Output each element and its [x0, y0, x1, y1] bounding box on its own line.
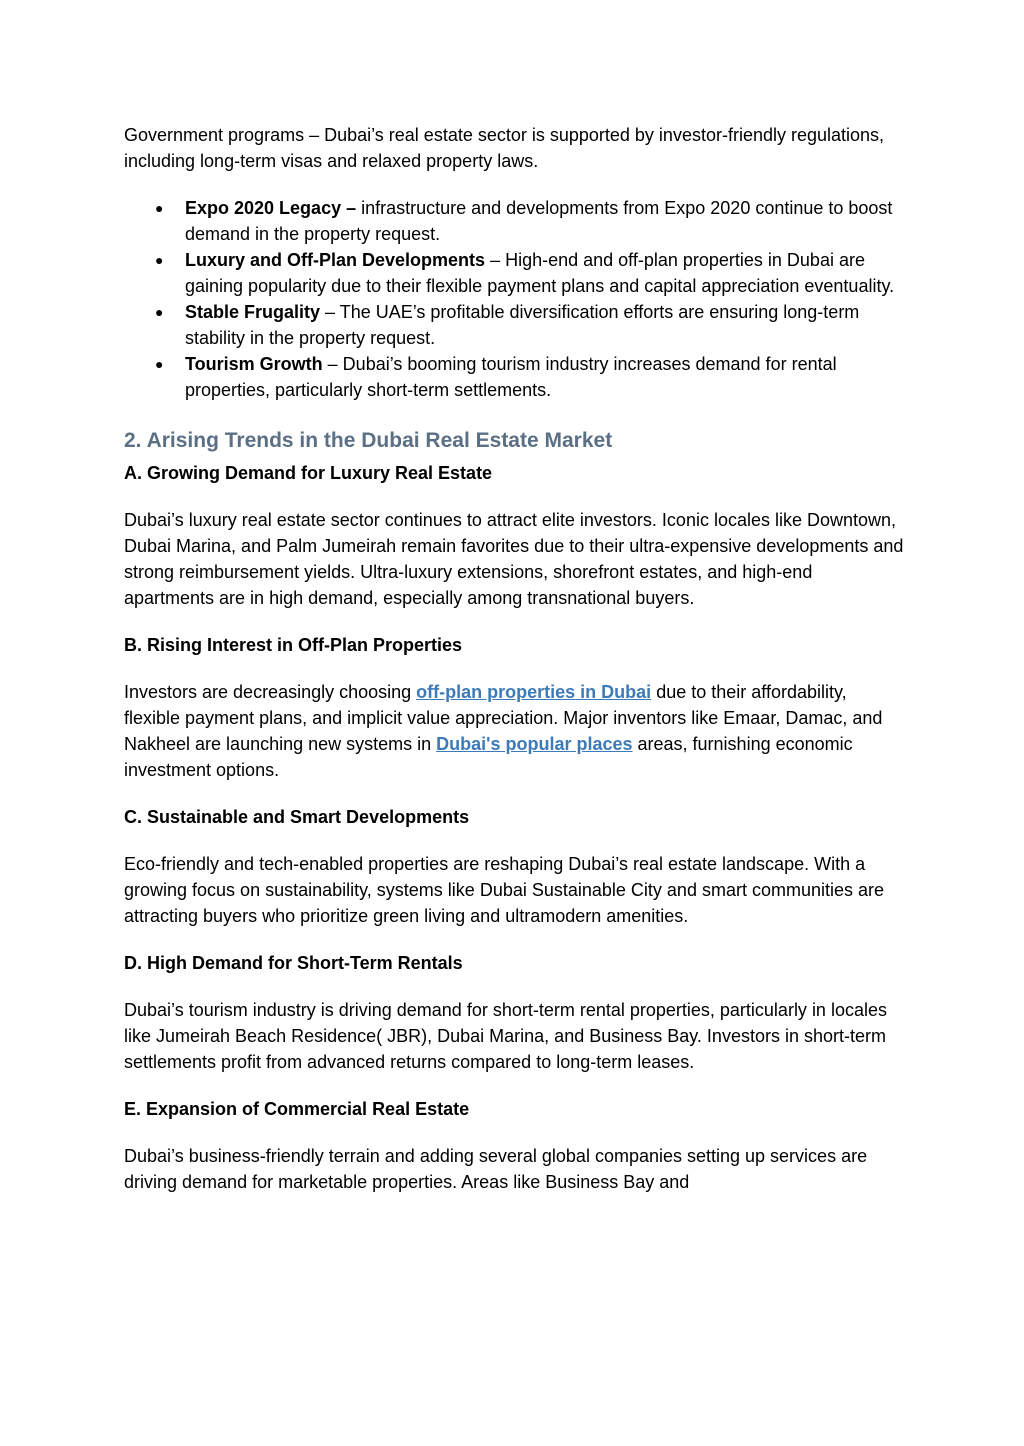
list-item-text: – Dubai’s booming tourism industry increases demand for rental properties, particularly short-term settlements.: [185, 354, 837, 400]
subheading-luxury: A. Growing Demand for Luxury Real Estate: [124, 463, 493, 483]
subheading-sustainable: C. Sustainable and Smart Developments: [124, 807, 470, 827]
paragraph-text: due to their affordability, flexible payment plans, and implicit value appreciation. Major inventors like Emaar, Damac, and Nakheel are launching new systems in: [124, 682, 883, 754]
paragraph-off-plan: [124, 679, 904, 783]
paragraph-text: areas, furnishing economic investment options.: [124, 734, 853, 780]
document-page: [124, 122, 904, 1216]
subheading-off-plan: B. Rising Interest in Off-Plan Properties: [124, 635, 463, 655]
list-item-text: infrastructure and developments from Expo 2020 continue to boost demand in the property request.: [185, 198, 893, 244]
off-plan-properties-link[interactable]: off-plan properties in Dubai: [416, 682, 652, 702]
list-item-text: – The UAE’s profitable diversification efforts are ensuring long-term stability in the property request.: [185, 302, 860, 348]
subheading-commercial: E. Expansion of Commercial Real Estate: [124, 1099, 470, 1119]
paragraph-short-term-rentals: Dubai’s tourism industry is driving demand for short-term rental properties, particularly in locales like Jumeirah Beach Residence( JBR), Dubai Marina, and Business Bay. Investors in short-term settlements profit from advanced returns compared to long-term leases.: [124, 1000, 887, 1072]
bullet-icon: ●: [155, 304, 164, 320]
list-item-title: Tourism Growth: [185, 354, 323, 374]
list-item: [124, 195, 904, 247]
section-heading: 2. Arising Trends in the Dubai Real Estate Market: [124, 429, 613, 452]
list-item: [124, 299, 904, 351]
intro-paragraph: Government programs – Dubai’s real estate sector is supported by investor-friendly regulations, including long-term visas and relaxed property laws.: [124, 125, 885, 171]
bullet-icon: ●: [155, 200, 164, 216]
popular-places-link[interactable]: Dubai's popular places: [436, 734, 633, 754]
subheading-short-term-rentals: D. High Demand for Short-Term Rentals: [124, 953, 463, 973]
paragraph-sustainable: Eco-friendly and tech-enabled properties are reshaping Dubai’s real estate landscape. With a growing focus on sustainability, systems like Dubai Sustainable City and smart communities are attracting buyers who prioritize green living and ultramodern amenities.: [124, 854, 884, 926]
paragraph-luxury: Dubai’s luxury real estate sector continues to attract elite investors. Iconic locales like Downtown, Dubai Marina, and Palm Jumeirah remain favorites due to their ultra-expensive developments and strong reimbursement yields. Ultra-luxury extensions, shorefront estates, and high-end apartments are in high demand, especially among transnational buyers.: [124, 510, 904, 608]
list-item: [124, 247, 904, 299]
list-item: [124, 351, 904, 403]
factor-list: [124, 195, 904, 403]
paragraph-commercial: Dubai’s business-friendly terrain and adding several global companies setting up services are driving demand for marketable properties. Areas like Business Bay and: [124, 1146, 868, 1192]
list-item-title: Expo 2020 Legacy –: [185, 198, 357, 218]
paragraph-text: Investors are decreasingly choosing: [124, 682, 417, 702]
list-item-title: Luxury and Off-Plan Developments: [185, 250, 486, 270]
list-item-title: Stable Frugality: [185, 302, 321, 322]
bullet-icon: ●: [155, 252, 164, 268]
bullet-icon: ●: [155, 356, 164, 372]
list-item-text: – High-end and off-plan properties in Dubai are gaining popularity due to their flexible payment plans and capital appreciation eventuality.: [185, 250, 895, 296]
